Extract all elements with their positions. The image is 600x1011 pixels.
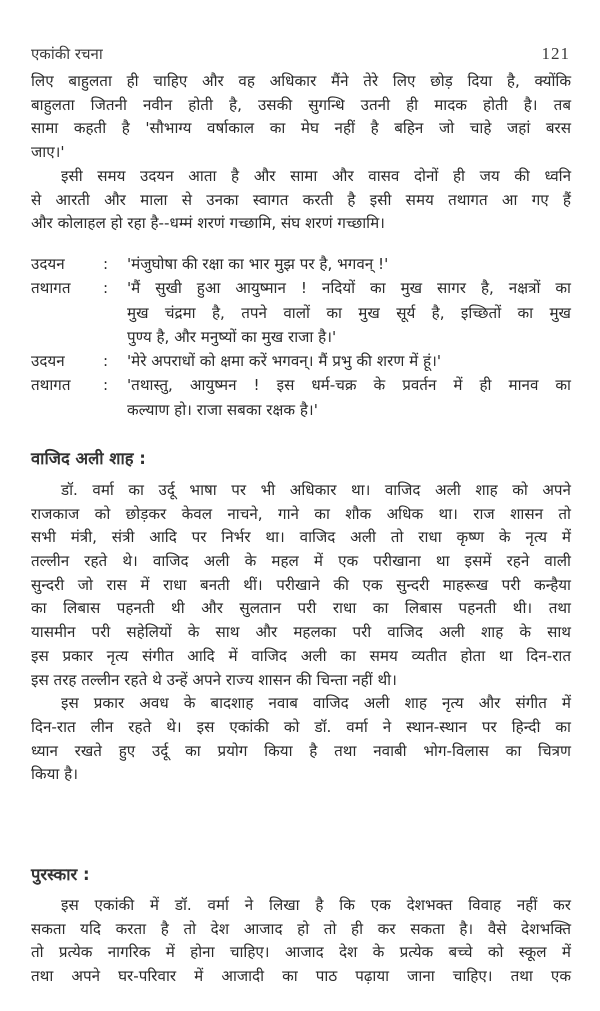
text-line: डॉ. वर्मा का उर्दू भाषा पर भी अधिकार था। वाजिद अली शाह को अपने [61, 481, 571, 499]
page-number: 121 [541, 44, 570, 63]
text-line: पुण्य है, और मनुष्यों का मुख राजा है।' [127, 327, 337, 346]
speaker-name: उदयन [31, 255, 65, 273]
text-line: ध्यान रखते हुए उर्दू का प्रयोग किया है तथा नवाबी भोग-विलास का चित्रण [31, 741, 571, 760]
dialogue-block [31, 252, 571, 422]
text-line: कल्याण हो। राजा सबका रक्षक है।' [127, 400, 318, 419]
text-line: और कोलाहल हो रहा है--धम्मं शरणं गच्छामि, संघ शरणं गच्छामि। [31, 214, 385, 233]
speech-text [127, 276, 571, 349]
text-line: दिन-रात लीन रहते थे। इस एकांकी को डॉ. वर्मा ने स्थान-स्थान पर हिन्दी का [31, 717, 571, 736]
text-line: राजकाज को छोड़कर केवल नाचने, गाने का शौक अधिक था। राज शासन तो [31, 504, 571, 523]
paragraph [31, 165, 571, 236]
speaker-name: तथागत [31, 279, 71, 298]
text-line: 'तथास्तु, आयुष्मन ! इस धर्म-चक्र के प्रवर्तन में ही मानव का [127, 376, 571, 395]
text-line: तो प्रत्येक नागरिक में होना चाहिए। आजाद देश के प्रत्येक बच्चे को स्कूल में [31, 943, 571, 962]
text-line: इस प्रकार नृत्य संगीत आदि में वाजिद अली का समय व्यतीत होता था दिन-रात [31, 646, 571, 665]
text-line: इस प्रकार अवध के बादशाह नवाब वाजिद अली शाह नृत्य और संगीत में [61, 694, 571, 713]
dialogue-entry [31, 349, 571, 373]
section-heading: पुरस्कार : [31, 865, 90, 884]
speaker-colon: : [103, 352, 109, 371]
text-line: इसी समय उदयन आता है और सामा और वासव दोनों ही जय की ध्वनि [61, 167, 571, 185]
text-line: तल्लीन रहते थे। वाजिद अली के महल में एक परीखाना था इसमें रहने वाली [31, 552, 571, 571]
dialogue-entry [31, 252, 571, 276]
paragraph [31, 894, 571, 989]
text-line: जाए।' [31, 143, 65, 162]
book-title: एकांकी रचना [31, 45, 103, 63]
speaker-name: उदयन [31, 352, 65, 371]
paragraph [31, 479, 571, 787]
speech-text [127, 349, 571, 373]
section-heading: वाजिद अली शाह : [31, 449, 146, 468]
text-line: 'मेरे अपराधों को क्षमा करें भगवन्। मैं प्रभु की शरण में हूं।' [127, 352, 442, 371]
text-line: सकता यदि करता है तो देश आजाद हो तो ही कर सकता है। वैसे देशभक्ति [31, 919, 571, 938]
speaker-colon: : [103, 255, 109, 273]
paragraph-continuation [31, 70, 571, 165]
dialogue-entry [31, 373, 571, 422]
speaker-name: तथागत [31, 376, 71, 395]
text-line: इस एकांकी में डॉ. वर्मा ने लिखा है कि एक देशभक्त विवाह नहीं कर [61, 896, 571, 914]
speaker-colon: : [103, 376, 109, 395]
text-line: तथा अपने घर-परिवार में आजादी का पाठ पढ़ाया जाना चाहिए। तथा एक [31, 967, 571, 986]
speech-text [127, 373, 571, 422]
speaker-colon: : [103, 279, 109, 298]
text-line: सामा कहती है 'सौभाग्य वर्षाकाल का मेघ नहीं है बहिन जो चाहे जहां बरस [31, 119, 571, 138]
text-line: इस तरह तल्लीन रहते थे उन्हें अपने राज्य शासन की चिन्ता नहीं थी। [31, 670, 397, 689]
text-line: सभी मंत्री, संत्री आदि पर निर्भर था। वाजिद अली तो राधा कृष्ण के नृत्य में [31, 528, 571, 547]
text-line: से आरती और माला से उनका स्वागत करती है इसी समय तथागत आ गए हैं [31, 190, 571, 209]
text-line: लिए बाहुलता ही चाहिए और वह अधिकार मैंने तेरे लिए छोड़ दिया है, क्योंकि [31, 72, 571, 90]
text-line: किया है। [31, 765, 78, 784]
text-line: का लिबास पहनती थी और सुलतान परी राधा का लिबास पहनती थी। तथा [31, 599, 571, 618]
text-line: मुख चंद्रमा है, तपने वालों का मुख सूर्य है, इच्छितों का मुख [127, 303, 571, 322]
text-line: बाहुलता जितनी नवीन होती है, उसकी सुगन्धि उतनी ही मादक होती है। तब [31, 95, 571, 114]
text-line: 'मैं सुखी हुआ आयुष्मान ! नदियों का मुख सागर है, नक्षत्रों का [127, 279, 571, 298]
text-line: यासमीन परी सहेलियों के साथ और महलका परी वाजिद अली शाह के साथ [31, 623, 571, 642]
text-line: सुन्दरी जो रास में राधा बनती थीं। परीखाने की एक सुन्दरी माहरूख परी कन्हैया [31, 575, 571, 594]
speech-text [127, 252, 571, 276]
text-line: 'मंजुघोषा की रक्षा का भार मुझ पर है, भगवन् !' [127, 255, 389, 273]
running-head [31, 44, 570, 64]
dialogue-entry [31, 276, 571, 349]
